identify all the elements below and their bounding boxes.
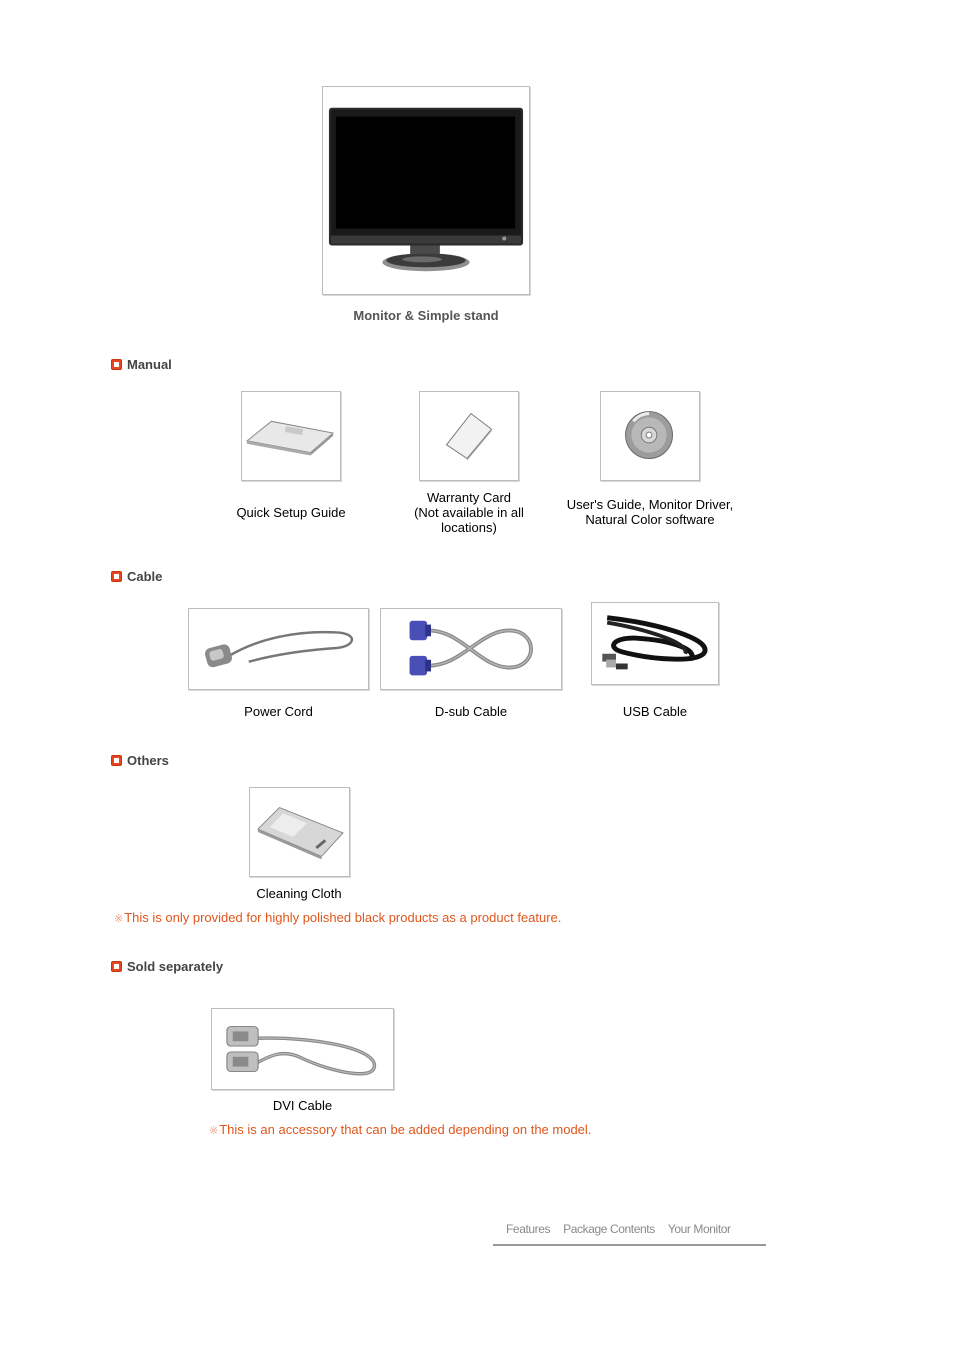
dvi-cable-note	[209, 1122, 591, 1137]
booklet-icon	[242, 392, 340, 480]
cd-line-2: Natural Color software	[585, 512, 715, 527]
cleaning-cloth-note	[114, 910, 561, 925]
section-cable-label: Cable	[127, 569, 163, 584]
usb-cable-icon	[592, 603, 718, 684]
cd-image	[600, 391, 700, 481]
warranty-line-1: Warranty Card	[426, 490, 512, 505]
section-bullet-icon	[111, 961, 122, 972]
power-cord-caption: Power Cord	[244, 704, 313, 719]
section-manual-heading	[111, 357, 172, 372]
section-manual-label: Manual	[127, 357, 172, 372]
cleaning-cloth-note-text: This is only provided for highly polished black products as a product feature.	[124, 910, 562, 925]
dvi-cable-note-text: This is an accessory that can be added depending on the model.	[219, 1122, 592, 1137]
usb-cable-image	[591, 602, 719, 685]
nav-package-contents-link[interactable]: Package Contents	[563, 1222, 655, 1236]
section-others-label: Others	[127, 753, 169, 768]
warranty-line-2: (Not available in all	[414, 505, 524, 520]
note-mark-icon: ※	[209, 1125, 219, 1137]
monitor-image	[322, 86, 530, 295]
dsub-cable-icon	[381, 609, 561, 689]
section-sold-separately-label: Sold separately	[127, 959, 224, 974]
cd-icon	[601, 392, 699, 480]
cd-line-1: User's Guide, Monitor Driver,	[566, 497, 734, 512]
power-cord-icon	[189, 609, 368, 689]
dsub-cable-image	[380, 608, 562, 690]
quick-setup-guide-caption: Quick Setup Guide	[236, 505, 346, 520]
quick-setup-guide-image	[241, 391, 341, 481]
warranty-card-image	[419, 391, 519, 481]
dvi-cable-image	[211, 1008, 394, 1090]
warranty-line-3: locations)	[441, 520, 497, 535]
cd-caption	[550, 497, 750, 527]
section-cable-heading	[111, 569, 162, 584]
nav-features-link[interactable]: Features	[506, 1222, 551, 1236]
footer-nav	[493, 1222, 766, 1246]
dvi-cable-icon	[212, 1009, 393, 1089]
section-bullet-icon	[111, 755, 122, 766]
note-mark-icon: ※	[114, 913, 124, 925]
power-cord-image	[188, 608, 369, 690]
monitor-caption: Monitor & Simple stand	[353, 308, 499, 323]
dsub-cable-caption: D-sub Cable	[434, 704, 508, 719]
nav-your-monitor-link[interactable]: Your Monitor	[667, 1222, 731, 1236]
monitor-icon	[323, 87, 529, 294]
card-icon	[420, 392, 518, 480]
section-bullet-icon	[111, 571, 122, 582]
cleaning-cloth-image	[249, 787, 350, 877]
section-others-heading	[111, 753, 169, 768]
section-sold-separately-heading	[111, 959, 223, 974]
section-bullet-icon	[111, 359, 122, 370]
cleaning-cloth-caption: Cleaning Cloth	[256, 886, 342, 901]
dvi-cable-caption: DVI Cable	[272, 1098, 333, 1113]
warranty-card-caption	[389, 490, 549, 535]
cleaning-cloth-icon	[250, 788, 349, 876]
usb-cable-caption: USB Cable	[622, 704, 688, 719]
